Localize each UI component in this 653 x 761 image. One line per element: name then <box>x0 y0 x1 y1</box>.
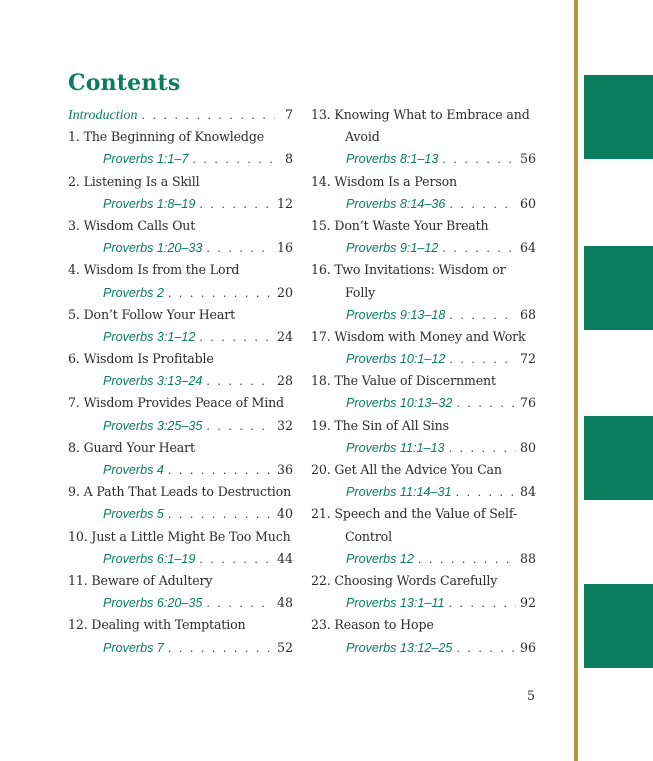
leader-dots <box>192 149 275 171</box>
chapter-title[interactable]: 2. Listening Is a Skill <box>68 173 200 189</box>
leader-dots <box>449 305 516 327</box>
page-ref: 56 <box>519 151 536 167</box>
scripture-entry[interactable] <box>311 481 536 503</box>
leader-dots <box>448 438 515 460</box>
scripture-ref: Proverbs 10:13–32 <box>346 396 453 411</box>
scripture-entry[interactable] <box>68 237 293 259</box>
chapter-title[interactable]: 4. Wisdom Is from the Lord <box>68 262 240 278</box>
page-ref: 96 <box>519 639 536 655</box>
page-ref: 20 <box>276 284 293 300</box>
leader-dots <box>449 194 516 216</box>
scripture-ref: Proverbs 7 <box>103 640 164 655</box>
leader-dots <box>418 549 516 571</box>
leader-dots <box>206 371 273 393</box>
page-ref: 40 <box>276 506 293 522</box>
leader-dots <box>168 283 273 305</box>
page-ref: 76 <box>519 395 536 411</box>
scripture-ref: Proverbs 1:8–19 <box>103 196 196 211</box>
chapter-title[interactable]: Control <box>345 528 392 544</box>
chapter-title[interactable]: 14. Wisdom Is a Person <box>311 173 458 189</box>
scripture-entry[interactable] <box>68 637 293 659</box>
page-ref: 28 <box>276 373 293 389</box>
chapter-title[interactable]: 5. Don’t Follow Your Heart <box>68 306 235 322</box>
leader-dots <box>199 549 273 571</box>
page-ref: 8 <box>284 151 293 167</box>
chapter-title[interactable]: 21. Speech and the Value of Self- <box>311 506 518 522</box>
page-ref: 84 <box>519 484 536 500</box>
toc-entry-introduction[interactable] <box>68 104 293 126</box>
page-ref: 52 <box>276 639 293 655</box>
leader-dots <box>141 105 275 127</box>
chapter-title[interactable]: Folly <box>345 284 376 300</box>
page-ref: 36 <box>276 462 293 477</box>
chapter-title[interactable]: 17. Wisdom with Money and Work <box>311 328 526 344</box>
chapter-title[interactable]: 9. A Path That Leads to Destruction <box>68 484 292 500</box>
scripture-entry[interactable] <box>311 237 536 259</box>
leader-dots <box>206 416 273 438</box>
scripture-entry[interactable] <box>311 592 536 614</box>
leader-dots <box>199 327 273 349</box>
scripture-entry[interactable] <box>68 592 293 614</box>
leader-dots <box>449 349 516 371</box>
leader-dots <box>456 393 516 415</box>
scripture-ref: Proverbs 8:14–36 <box>346 196 446 211</box>
page-ref: 64 <box>519 240 536 256</box>
scripture-ref: Proverbs 2 <box>103 285 164 300</box>
chapter-title[interactable]: 8. Guard Your Heart <box>68 439 195 455</box>
scripture-entry[interactable] <box>68 282 293 304</box>
page-ref: 72 <box>519 351 536 367</box>
scripture-ref: Proverbs 11:14–31 <box>346 485 452 500</box>
page-ref: 12 <box>276 195 293 211</box>
scripture-entry[interactable] <box>68 415 293 437</box>
scripture-entry[interactable] <box>68 148 293 170</box>
scripture-ref: Proverbs 4 <box>103 463 164 477</box>
scripture-ref: Proverbs 1:20–33 <box>103 241 203 256</box>
page-ref: 80 <box>519 439 536 455</box>
scripture-ref: Proverbs 8:1–13 <box>346 152 439 167</box>
page-ref: 88 <box>519 550 536 566</box>
chapter-title[interactable]: 13. Knowing What to Embrace and <box>311 107 530 122</box>
page-ref: 48 <box>276 595 293 611</box>
scripture-ref: Proverbs 12 <box>346 551 414 566</box>
scripture-entry[interactable] <box>311 548 536 570</box>
chapter-tab-2 <box>584 246 653 330</box>
chapter-tab-1 <box>584 75 653 159</box>
chapter-title[interactable]: 20. Get All the Advice You Can <box>311 462 502 477</box>
scripture-ref: Proverbs 13:1–11 <box>346 596 445 611</box>
chapter-title[interactable]: 12. Dealing with Temptation <box>68 617 246 633</box>
scripture-entry[interactable] <box>68 326 293 348</box>
scripture-ref: Proverbs 5 <box>103 507 164 522</box>
chapter-title[interactable]: 10. Just a Little Might Be Too Much <box>68 528 291 544</box>
page-ref: 7 <box>284 107 293 122</box>
leader-dots <box>456 638 516 660</box>
page-ref: 60 <box>519 195 536 211</box>
leader-dots <box>168 638 273 660</box>
scripture-entry[interactable] <box>68 370 293 392</box>
page-ref: 44 <box>276 550 293 566</box>
scripture-entry[interactable] <box>68 503 293 525</box>
chapter-title[interactable]: 23. Reason to Hope <box>311 617 434 633</box>
chapter-tab-4 <box>584 584 653 668</box>
leader-dots <box>206 593 273 615</box>
chapter-title[interactable]: 16. Two Invitations: Wisdom or <box>311 262 506 278</box>
scripture-ref: Proverbs 6:1–19 <box>103 551 196 566</box>
toc-column-right <box>311 104 536 659</box>
page-number: 5 <box>527 688 536 703</box>
chapter-title[interactable]: 1. The Beginning of Knowledge <box>68 129 265 145</box>
scripture-entry[interactable] <box>311 637 536 659</box>
scripture-ref: Proverbs 9:1–12 <box>346 241 439 256</box>
page-ref: 24 <box>276 328 293 344</box>
chapter-title[interactable]: 3. Wisdom Calls Out <box>68 217 196 233</box>
scripture-entry[interactable] <box>311 193 536 215</box>
scripture-ref: Proverbs 6:20–35 <box>103 596 203 611</box>
scripture-entry[interactable] <box>311 304 536 326</box>
chapter-title[interactable]: 18. The Value of Discernment <box>311 373 496 389</box>
chapter-title[interactable]: 7. Wisdom Provides Peace of Mind <box>68 395 284 411</box>
scripture-entry[interactable] <box>311 437 536 459</box>
chapter-title[interactable]: 15. Don’t Waste Your Breath <box>311 217 489 233</box>
scripture-ref: Proverbs 1:1–7 <box>103 152 189 167</box>
leader-dots <box>442 238 516 260</box>
page-ref: 68 <box>519 306 536 322</box>
gold-vertical-rule <box>574 0 578 761</box>
scripture-ref: Proverbs 9:13–18 <box>346 307 446 322</box>
leader-dots <box>448 593 515 615</box>
chapter-title[interactable]: 22. Choosing Words Carefully <box>311 572 498 588</box>
leader-dots <box>456 482 516 504</box>
scripture-ref: Proverbs 10:1–12 <box>346 352 446 367</box>
leader-dots <box>442 149 516 171</box>
page-ref: 32 <box>276 417 293 433</box>
scripture-ref: Proverbs 3:13–24 <box>103 374 203 389</box>
chapter-title[interactable]: 11. Beware of Adultery <box>68 572 213 588</box>
page-title: Contents <box>68 70 181 96</box>
scripture-ref: Proverbs 13:12–25 <box>346 640 453 655</box>
scripture-ref: Proverbs 3:1–12 <box>103 329 196 344</box>
leader-dots <box>168 460 273 482</box>
leader-dots <box>168 504 273 526</box>
chapter-title[interactable]: 6. Wisdom Is Profitable <box>68 351 214 367</box>
scripture-ref: Proverbs 11:1–13 <box>346 440 445 455</box>
toc-column-left <box>68 104 293 659</box>
chapter-title[interactable]: Avoid <box>345 129 380 145</box>
page-ref: 92 <box>519 595 536 611</box>
leader-dots <box>206 238 273 260</box>
page-ref: 16 <box>276 240 293 256</box>
scripture-ref: Proverbs 3:25–35 <box>103 418 203 433</box>
chapter-title[interactable]: 19. The Sin of All Sins <box>311 417 449 433</box>
leader-dots <box>199 194 273 216</box>
scripture-entry[interactable] <box>68 193 293 215</box>
chapter-tab-3 <box>584 416 653 500</box>
scripture-entry[interactable] <box>311 348 536 370</box>
scripture-entry[interactable] <box>311 148 536 170</box>
scripture-entry[interactable] <box>311 392 536 414</box>
scripture-entry[interactable] <box>68 548 293 570</box>
scripture-entry[interactable] <box>68 459 293 481</box>
introduction-label: Introduction <box>68 108 138 123</box>
